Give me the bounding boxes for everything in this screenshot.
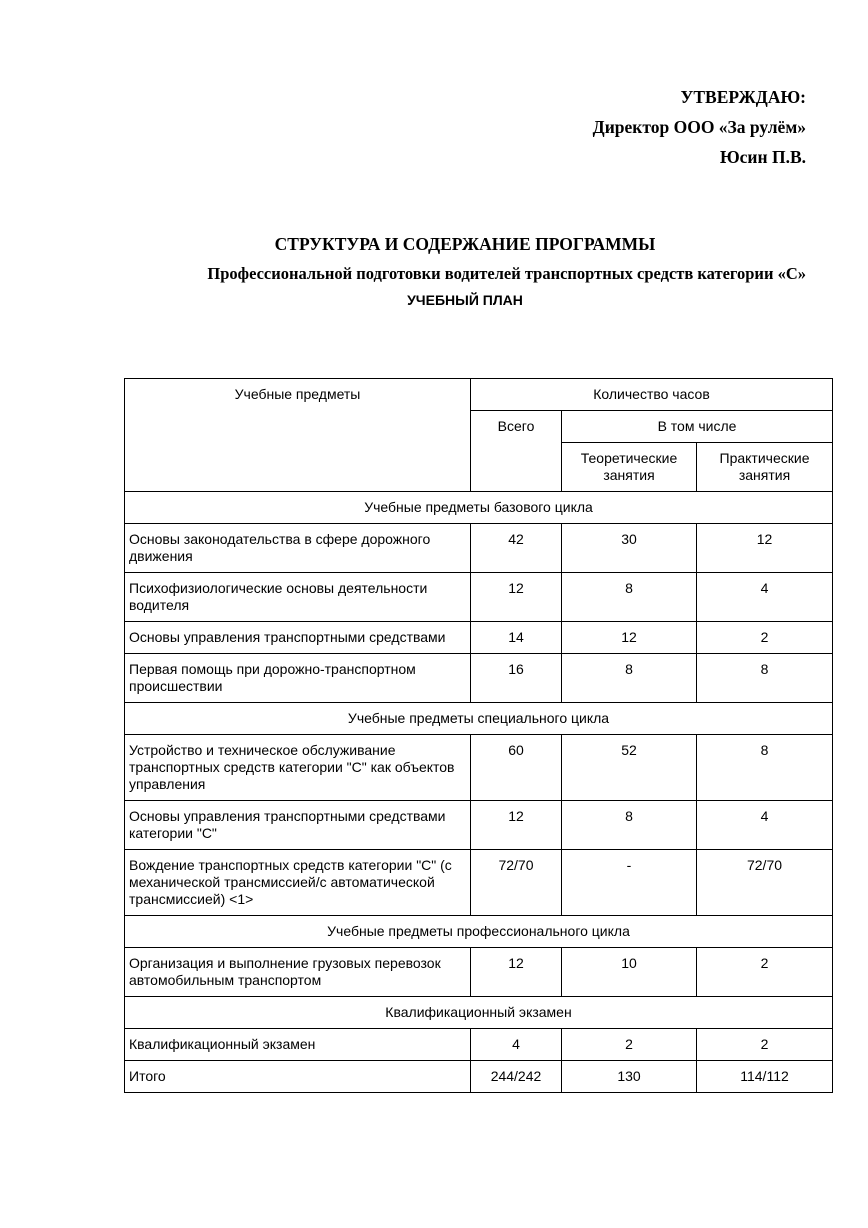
total-hours-cell: 12 [471, 573, 562, 622]
section-header-row [125, 703, 833, 735]
total-hours-cell: 14 [471, 622, 562, 654]
section-title: Учебные предметы специального цикла [125, 703, 833, 735]
table-row [125, 524, 833, 573]
subject-cell: Основы законодательства в сфере дорожного движения [125, 524, 471, 573]
theory-hours-cell: 8 [562, 801, 697, 850]
header-row [125, 379, 833, 411]
theory-hours-cell: 12 [562, 622, 697, 654]
total-hours-cell: 4 [471, 1029, 562, 1061]
section-title: Квалификационный экзамен [125, 997, 833, 1029]
summary-total: 244/242 [471, 1061, 562, 1093]
table-row [125, 850, 833, 916]
approval-position: Директор ООО «За рулём» [592, 117, 806, 137]
theory-hours-cell: 2 [562, 1029, 697, 1061]
approval-block [593, 82, 806, 172]
practice-hours-cell: 2 [697, 1029, 833, 1061]
header-total: Всего [471, 411, 562, 492]
summary-practice: 114/112 [697, 1061, 833, 1093]
practice-hours-cell: 2 [697, 622, 833, 654]
table-row [125, 654, 833, 703]
section-header-row [125, 997, 833, 1029]
practice-hours-cell: 72/70 [697, 850, 833, 916]
theory-hours-cell: 52 [562, 735, 697, 801]
approval-signatory: Юсин П.В. [719, 147, 806, 167]
table-row [125, 573, 833, 622]
table-row [125, 735, 833, 801]
section-header-row [125, 916, 833, 948]
practice-hours-cell: 4 [697, 573, 833, 622]
header-theory: Теоретические занятия [562, 443, 697, 492]
summary-label: Итого [125, 1061, 471, 1093]
practice-hours-cell: 12 [697, 524, 833, 573]
section-header-row [125, 492, 833, 524]
approval-title: УТВЕРЖДАЮ: [680, 87, 806, 107]
subject-cell: Первая помощь при дорожно-транспортном происшествии [125, 654, 471, 703]
theory-hours-cell: - [562, 850, 697, 916]
curriculum-table-body [125, 379, 833, 1093]
total-hours-cell: 12 [471, 948, 562, 997]
table-row [125, 801, 833, 850]
header-practice: Практические занятия [697, 443, 833, 492]
subject-cell: Устройство и техническое обслуживание транспортных средств категории "С" как объектов управления [125, 735, 471, 801]
summary-row [125, 1061, 833, 1093]
total-hours-cell: 42 [471, 524, 562, 573]
subject-cell: Основы управления транспортными средствами категории "С" [125, 801, 471, 850]
practice-hours-cell: 8 [697, 735, 833, 801]
theory-hours-cell: 8 [562, 654, 697, 703]
curriculum-table [124, 378, 833, 1093]
theory-hours-cell: 30 [562, 524, 697, 573]
header-hours: Количество часов [471, 379, 833, 411]
subject-cell: Психофизиологические основы деятельности водителя [125, 573, 471, 622]
subject-cell: Квалификационный экзамен [125, 1029, 471, 1061]
document-title: СТРУКТУРА И СОДЕРЖАНИЕ ПРОГРАММЫ [274, 234, 656, 254]
plan-title: УЧЕБНЫЙ ПЛАН [407, 292, 523, 308]
section-title: Учебные предметы профессионального цикла [125, 916, 833, 948]
table-row [125, 1029, 833, 1061]
subject-cell: Организация и выполнение грузовых перевозок автомобильным транспортом [125, 948, 471, 997]
section-title: Учебные предметы базового цикла [125, 492, 833, 524]
document-heading [0, 232, 868, 310]
total-hours-cell: 72/70 [471, 850, 562, 916]
practice-hours-cell: 2 [697, 948, 833, 997]
table-row [125, 622, 833, 654]
header-including: В том числе [562, 411, 833, 443]
total-hours-cell: 16 [471, 654, 562, 703]
subject-cell: Основы управления транспортными средствами [125, 622, 471, 654]
total-hours-cell: 12 [471, 801, 562, 850]
document-subtitle: Профессиональной подготовки водителей транспортных средств категории «С» [207, 264, 806, 283]
theory-hours-cell: 10 [562, 948, 697, 997]
total-hours-cell: 60 [471, 735, 562, 801]
theory-hours-cell: 8 [562, 573, 697, 622]
practice-hours-cell: 8 [697, 654, 833, 703]
subject-cell: Вождение транспортных средств категории "С" (с механической трансмиссией/с автоматической трансмиссией) <1> [125, 850, 471, 916]
table-row [125, 948, 833, 997]
practice-hours-cell: 4 [697, 801, 833, 850]
summary-theory: 130 [562, 1061, 697, 1093]
header-subjects: Учебные предметы [125, 379, 471, 492]
